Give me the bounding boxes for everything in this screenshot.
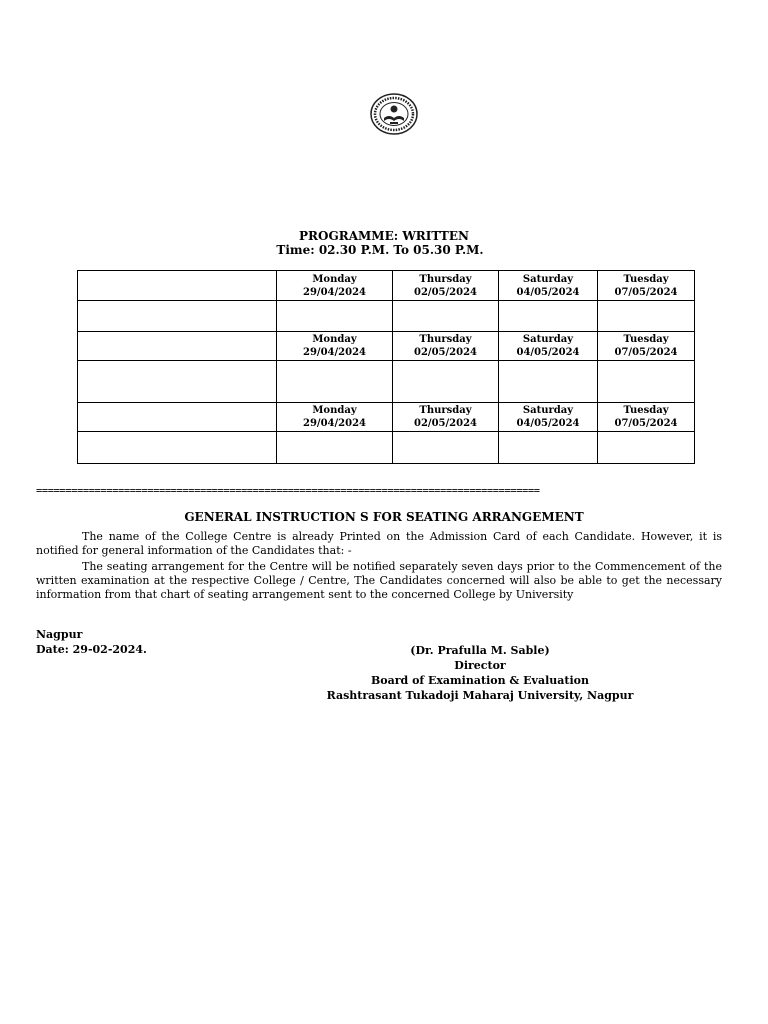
day-label: Monday bbox=[312, 334, 357, 345]
day-label: Tuesday bbox=[623, 405, 669, 416]
date-label: Date: 29-02-2024. bbox=[36, 643, 147, 656]
date-label: 02/05/2024 bbox=[414, 286, 477, 298]
date-cell bbox=[598, 271, 695, 301]
subject-row bbox=[78, 301, 695, 332]
divider-line: ====================================================================================== bbox=[36, 485, 540, 497]
date-label: 07/05/2024 bbox=[614, 347, 678, 358]
programme-heading: PROGRAMME: WRITTEN bbox=[299, 229, 469, 243]
empty-cell bbox=[277, 301, 393, 332]
date-cell bbox=[393, 332, 499, 361]
date-cell bbox=[277, 332, 393, 361]
subject-row bbox=[78, 361, 695, 403]
place-label: Nagpur bbox=[36, 628, 83, 641]
day-label: Monday bbox=[312, 273, 357, 285]
date-label: 07/05/2024 bbox=[614, 286, 678, 298]
exam-time: Time: 02.30 P.M. To 05.30 P.M. bbox=[276, 243, 484, 257]
date-label: 02/05/2024 bbox=[414, 347, 477, 358]
day-label: Thursday bbox=[419, 334, 472, 345]
subject-row bbox=[78, 432, 695, 464]
date-cell bbox=[598, 332, 695, 361]
empty-cell bbox=[277, 432, 393, 464]
day-label: Saturday bbox=[522, 273, 574, 285]
empty-cell bbox=[598, 301, 695, 332]
subject-cell bbox=[78, 271, 277, 301]
subject-cell bbox=[78, 403, 277, 432]
date-label: 02/05/2024 bbox=[414, 418, 477, 429]
date-cell bbox=[393, 271, 499, 301]
university-seal-logo bbox=[369, 92, 419, 136]
date-label: 07/05/2024 bbox=[614, 418, 678, 429]
empty-cell bbox=[393, 432, 499, 464]
day-label: Thursday bbox=[419, 405, 472, 416]
date-cell bbox=[277, 271, 393, 301]
empty-cell bbox=[598, 361, 695, 403]
day-label: Tuesday bbox=[623, 334, 669, 345]
date-cell bbox=[393, 403, 499, 432]
date-cell bbox=[598, 403, 695, 432]
empty-cell bbox=[78, 432, 277, 464]
date-label: 29/04/2024 bbox=[303, 347, 366, 358]
day-label: Tuesday bbox=[623, 273, 669, 285]
empty-cell bbox=[78, 361, 277, 403]
empty-cell bbox=[78, 301, 277, 332]
exam-schedule-table bbox=[77, 270, 695, 464]
empty-cell bbox=[277, 361, 393, 403]
board-name: Board of Examination & Evaluation bbox=[371, 674, 589, 687]
instructions-title: GENERAL INSTRUCTION S FOR SEATING ARRANGEMENT bbox=[184, 510, 584, 524]
date-label: 29/04/2024 bbox=[303, 286, 366, 298]
date-label: 04/05/2024 bbox=[516, 418, 580, 429]
empty-cell bbox=[393, 361, 499, 403]
date-cell bbox=[277, 403, 393, 432]
signatory-name: (Dr. Prafulla M. Sable) bbox=[410, 644, 550, 657]
signatory-designation: Director bbox=[454, 659, 506, 672]
date-label: 04/05/2024 bbox=[516, 347, 580, 358]
date-cell bbox=[499, 332, 598, 361]
date-cell bbox=[499, 403, 598, 432]
subject-cell bbox=[78, 332, 277, 361]
date-label: 29/04/2024 bbox=[303, 418, 366, 429]
empty-cell bbox=[499, 361, 598, 403]
empty-cell bbox=[499, 432, 598, 464]
empty-cell bbox=[499, 301, 598, 332]
day-label: Thursday bbox=[419, 273, 472, 285]
day-label: Saturday bbox=[522, 405, 574, 416]
instruction-paragraph-2: The seating arrangement for the Centre will be notified separately seven days prior to the Commencement of the written examination at the respective College / Centre, The Candidates concerned will also be able to get the necessary information from that chart of seating arrangement sent to the concerned College by University bbox=[36, 560, 722, 601]
date-header-row bbox=[78, 332, 695, 361]
empty-cell bbox=[393, 301, 499, 332]
instruction-paragraph-1: The name of the College Centre is already Printed on the Admission Card of each Candidate. However, it is notified for general information of the Candidates that: - bbox=[36, 530, 722, 557]
date-header-row bbox=[78, 403, 695, 432]
date-label: 04/05/2024 bbox=[516, 286, 580, 298]
day-label: Monday bbox=[312, 405, 357, 416]
date-header-row bbox=[78, 271, 695, 301]
university-name: Rashtrasant Tukadoji Maharaj University, Nagpur bbox=[326, 689, 634, 702]
date-cell bbox=[499, 271, 598, 301]
empty-cell bbox=[598, 432, 695, 464]
day-label: Saturday bbox=[522, 334, 574, 345]
